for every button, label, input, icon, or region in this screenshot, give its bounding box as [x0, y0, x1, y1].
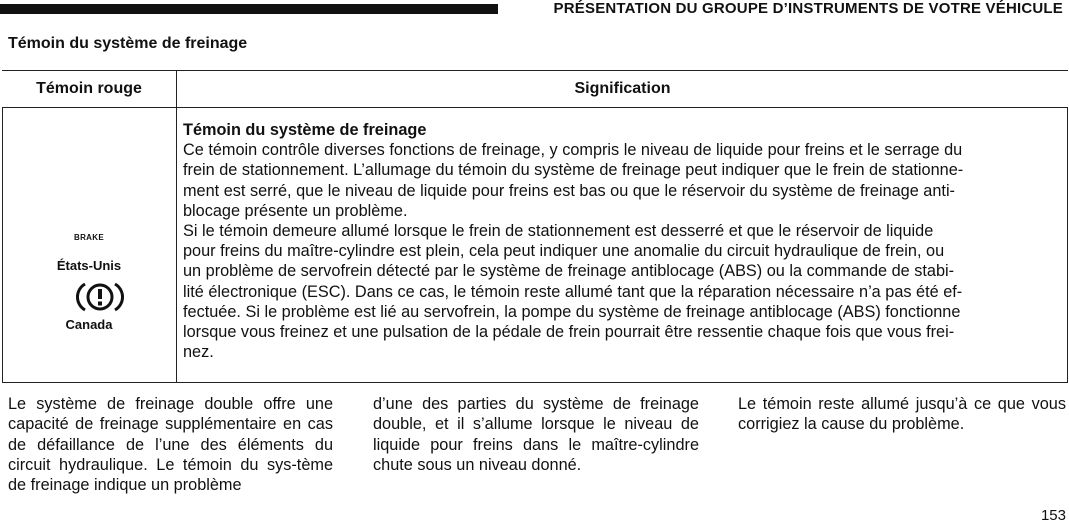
- header-rule: [0, 4, 498, 14]
- meaning-cell: [183, 120, 1060, 362]
- body-text-column-2: d’une des parties du système de freinage double, et il s’allume lorsque le niveau de liquide pour freins dans le maître-cylindre chute sous un niveau donné.: [373, 395, 699, 474]
- meaning-line: un problème de servofrein détecté par le système de freinage antiblocage (ABS) ou la commande de stabi-: [183, 262, 955, 281]
- meaning-line: ment est serré, que le niveau de liquide pour freins est bas ou que le réservoir du système de freinage anti-: [183, 181, 955, 200]
- indicator-table: [2, 70, 1068, 383]
- body-text-column-3: Le témoin reste allumé jusqu’à ce que vous corrigiez la cause du problème.: [738, 395, 1066, 434]
- meaning-line: blocage présente un problème.: [183, 201, 408, 220]
- column-header-meaning: Signification: [574, 80, 671, 97]
- column-divider: [176, 71, 177, 382]
- running-header: PRÉSENTATION DU GROUPE D’INSTRUMENTS DE VOTRE VÉHICULE: [553, 0, 1063, 17]
- meaning-line: Si le témoin demeure allumé lorsque le frein de stationnement est desserré et que le réservoir de liquide: [183, 222, 934, 241]
- region-label-us: États-Unis: [56, 258, 122, 273]
- indicator-cell: [2, 108, 176, 382]
- meaning-line: nez.: [183, 343, 214, 362]
- body-text-column-1: Le système de freinage double offre une capacité de freinage supplémentaire en cas de défaillance de l’une des éléments du circuit hydraulique. Le témoin du sys-tème de freinage indique un problème: [8, 395, 333, 495]
- brake-warning-icon: [73, 279, 127, 315]
- meaning-line: frein de stationnement. L’allumage du témoin du système de freinage peut indiquer que le frein de stationne-: [183, 161, 964, 180]
- brake-text-indicator: BRAKE: [74, 233, 104, 242]
- section-title: Témoin du système de freinage: [8, 35, 248, 52]
- meaning-line: pour freins du maître-cylindre est plein, cela peut indiquer une anomalie du circuit hydraulique de frein, ou: [183, 242, 945, 261]
- meaning-line: lité électronique (ESC). Dans ce cas, le témoin reste allumé tant que la réparation nécessaire n’a pas été ef-: [183, 282, 963, 301]
- region-label-canada: Canada: [65, 317, 113, 332]
- meaning-line: fectuée. Si le problème est lié au servofrein, la pompe du système de freinage antiblocage (ABS) fonctionne: [183, 302, 961, 321]
- meaning-title: Témoin du système de freinage: [183, 121, 427, 139]
- meaning-line: Ce témoin contrôle diverses fonctions de freinage, y compris le niveau de liquide pour freins et le serrage du: [183, 141, 963, 160]
- column-header-indicator: Témoin rouge: [36, 80, 142, 97]
- page-number: 153: [1040, 507, 1066, 524]
- meaning-line: lorsque vous freinez et une pulsation de la pédale de frein pourrait être ressentie chaque fois que vous frei-: [183, 323, 955, 342]
- table-right-border: [1067, 107, 1068, 382]
